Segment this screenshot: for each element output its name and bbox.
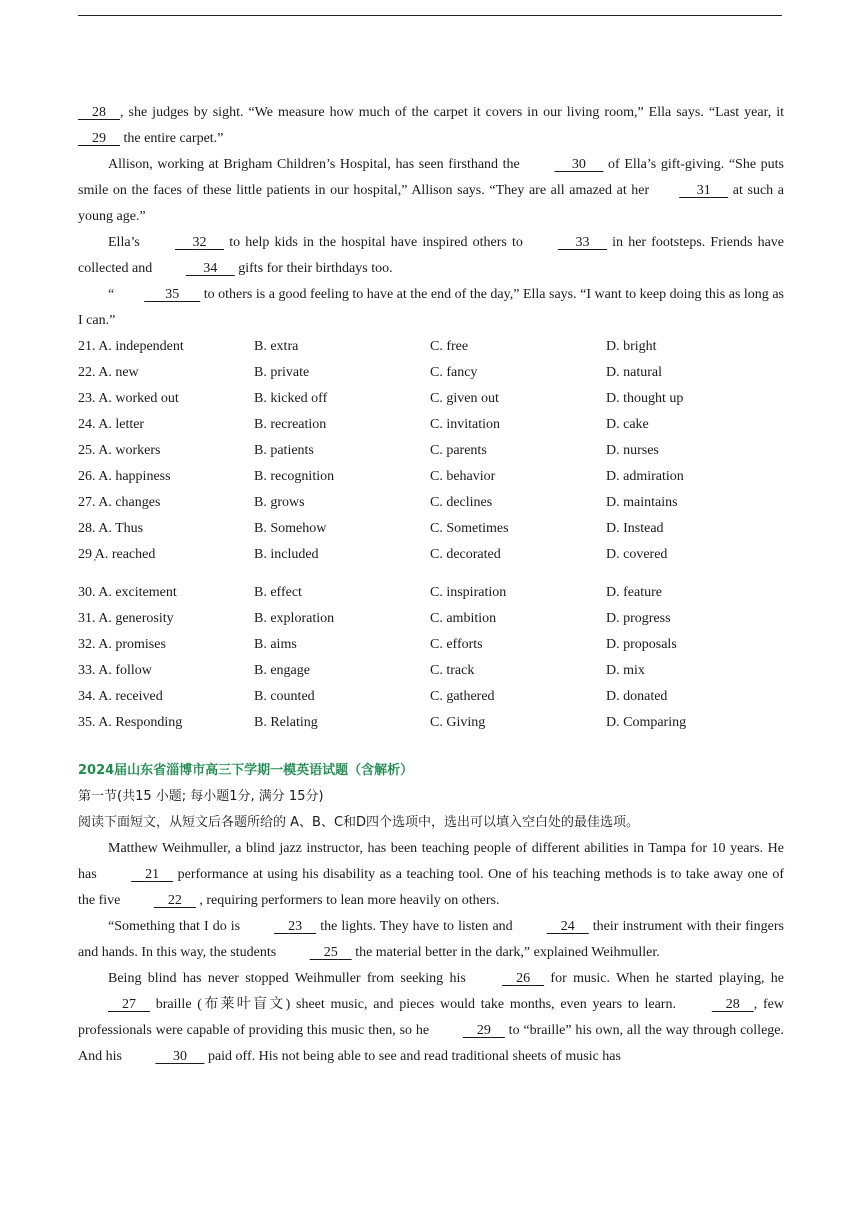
option-c: C. Sometimes (430, 521, 509, 536)
option-a: 31. A. generosity (78, 611, 174, 626)
blank-23: 23 (288, 919, 303, 934)
option-row (78, 684, 784, 710)
option-row (78, 542, 784, 580)
option-d: D. natural (606, 365, 662, 380)
option-row (78, 606, 784, 632)
option-a: 35. A. Responding (78, 715, 183, 730)
blank-21: 21 (145, 867, 160, 882)
option-b: B. grows (254, 495, 305, 510)
option-d: D. cake (606, 417, 649, 432)
option-b: B. effect (254, 585, 302, 600)
option-d: D. bright (606, 339, 657, 354)
option-b: B. Relating (254, 715, 318, 730)
option-d: D. feature (606, 585, 662, 600)
option-c: C. decorated (430, 547, 501, 562)
option-row (78, 490, 784, 516)
instruction-text: 阅读下面短文，从短文后各题所给的 A、B、C和D四个选项中，选出可以填入空白处的最佳选项。 (78, 815, 640, 830)
blank-25: 25 (323, 945, 338, 960)
option-d: D. covered (606, 547, 668, 562)
option-d: D. maintains (606, 495, 678, 510)
option-a: 33. A. follow (78, 663, 152, 678)
option-d: D. mix (606, 663, 645, 678)
option-d: D. Comparing (606, 715, 687, 730)
blank-29: 29 (92, 131, 106, 146)
blank-30: 30 (571, 157, 586, 172)
option-row (78, 516, 784, 542)
passage1-paragraph-4: “ 35 to others is a good feeling to have at the end of the day,” Ella says. “I want to keep doing this as long as I can.” (78, 282, 784, 334)
option-d: D. proposals (606, 637, 677, 652)
option-a: 21. A. independent (78, 339, 184, 354)
passage2-paragraph-1: Matthew Weihmuller, a blind jazz instructor, has been teaching people of different abilities in Tampa for 10 years. He has 21 performance at using his disability as a teaching tool. One of his teaching methods is to take away one of the five 22 , requiring performers to lean more heavily on others. (78, 836, 784, 914)
option-c: C. invitation (430, 417, 500, 432)
option-row (78, 464, 784, 490)
option-d: D. thought up (606, 391, 684, 406)
option-row (78, 438, 784, 464)
option-a: 34. A. received (78, 689, 163, 704)
exam-heading: 2024届山东省淄博市高三下学期一模英语试题（含解析） (78, 763, 414, 778)
option-d: D. progress (606, 611, 671, 626)
option-c: C. behavior (430, 469, 496, 484)
header-rule (78, 15, 782, 16)
option-c: C. given out (430, 391, 499, 406)
blank-26: 26 (516, 971, 531, 986)
option-b: B. included (254, 547, 319, 562)
blank-33: 33 (575, 235, 590, 250)
passage1-paragraph-3: Ella’s 32 to help kids in the hospital have inspired others to 33 in her footsteps. Friends have collected and 34 gifts for their birthdays too. (78, 230, 784, 282)
option-d: D. Instead (606, 521, 664, 536)
blank-29b: 29 (476, 1023, 491, 1038)
passage1-paragraph-2: Allison, working at Brigham Children’s Hospital, has seen firsthand the 30 of Ella’s gift-giving. “She puts smile on the faces of these little patients in our hospital,” Allison says. “They are all amazed at her 31 at such a young age.” (78, 152, 784, 230)
option-d: D. donated (606, 689, 668, 704)
option-c: C. ambition (430, 611, 497, 626)
option-b: B. extra (254, 339, 299, 354)
option-c: C. gathered (430, 689, 495, 704)
passage1-paragraph-1: 28 , she judges by sight. “We measure how much of the carpet it covers in our living room,” Ella says. “Last year, it 29 the entire carpet.” (78, 100, 784, 152)
option-row (78, 386, 784, 412)
option-a: 29 A. reached ' (78, 542, 254, 580)
option-b: B. engage (254, 663, 310, 678)
blank-27: 27 (122, 997, 136, 1012)
option-b: B. Somehow (254, 521, 327, 536)
option-a: 22. A. new (78, 365, 139, 380)
option-b: B. aims (254, 637, 297, 652)
blank-22: 22 (167, 893, 182, 908)
option-c: C. declines (430, 495, 493, 510)
option-row (78, 632, 784, 658)
option-row (78, 658, 784, 684)
blank-32: 32 (192, 235, 207, 250)
option-c: C. inspiration (430, 585, 507, 600)
option-a: 24. A. letter (78, 417, 145, 432)
option-a: 32. A. promises (78, 637, 166, 652)
option-a: 28. A. Thus (78, 521, 144, 536)
option-b: B. counted (254, 689, 315, 704)
section-info: 第一节(共15 小题; 每小题1分, 满分 15分) (78, 789, 324, 804)
option-b: B. recreation (254, 417, 327, 432)
option-b: B. patients (254, 443, 314, 458)
options-list (78, 334, 784, 736)
blank-30b: 30 (172, 1049, 187, 1064)
option-c: C. free (430, 339, 469, 354)
option-a: 27. A. changes (78, 495, 161, 510)
passage2-paragraph-2: “Something that I do is 23 the lights. They have to listen and 24 their instrument with their fingers and hands. In this way, the students 25 the material better in the dark,” explained Weihmuller. (78, 914, 784, 966)
option-c: C. track (430, 663, 475, 678)
option-c: C. fancy (430, 365, 478, 380)
option-row (78, 412, 784, 438)
option-b: B. private (254, 365, 310, 380)
option-a: 26. A. happiness (78, 469, 171, 484)
option-a: 23. A. worked out (78, 391, 179, 406)
blank-31: 31 (696, 183, 711, 198)
option-b: B. recognition (254, 469, 335, 484)
option-row (78, 580, 784, 606)
option-row (78, 334, 784, 360)
option-row (78, 710, 784, 736)
blank-34: 34 (203, 261, 218, 276)
option-d: D. nurses (606, 443, 659, 458)
option-b: B. kicked off (254, 391, 328, 406)
passage2-paragraph-3: Being blind has never stopped Weihmuller from seeking his 26 for music. When he started playing, he 27 braille (布莱叶盲文) sheet music, and pieces would take months, even years to learn. 28 , few professionals were capable of providing this music then, so he 29 to “braille” his own, all the way through college. And his 30 paid off. His not being able to see and read traditional sheets of music has (78, 966, 784, 1070)
option-d: D. admiration (606, 469, 684, 484)
blank-35: 35 (165, 287, 180, 302)
document-page (78, 100, 784, 1070)
option-row (78, 360, 784, 386)
option-c: C. Giving (430, 715, 486, 730)
blank-24: 24 (560, 919, 575, 934)
option-a: 30. A. excitement (78, 585, 177, 600)
option-c: C. efforts (430, 637, 483, 652)
option-b: B. exploration (254, 611, 335, 626)
option-c: C. parents (430, 443, 487, 458)
blank-28: 28 (92, 105, 106, 120)
blank-28b: 28 (725, 997, 740, 1012)
option-a: 25. A. workers (78, 443, 161, 458)
